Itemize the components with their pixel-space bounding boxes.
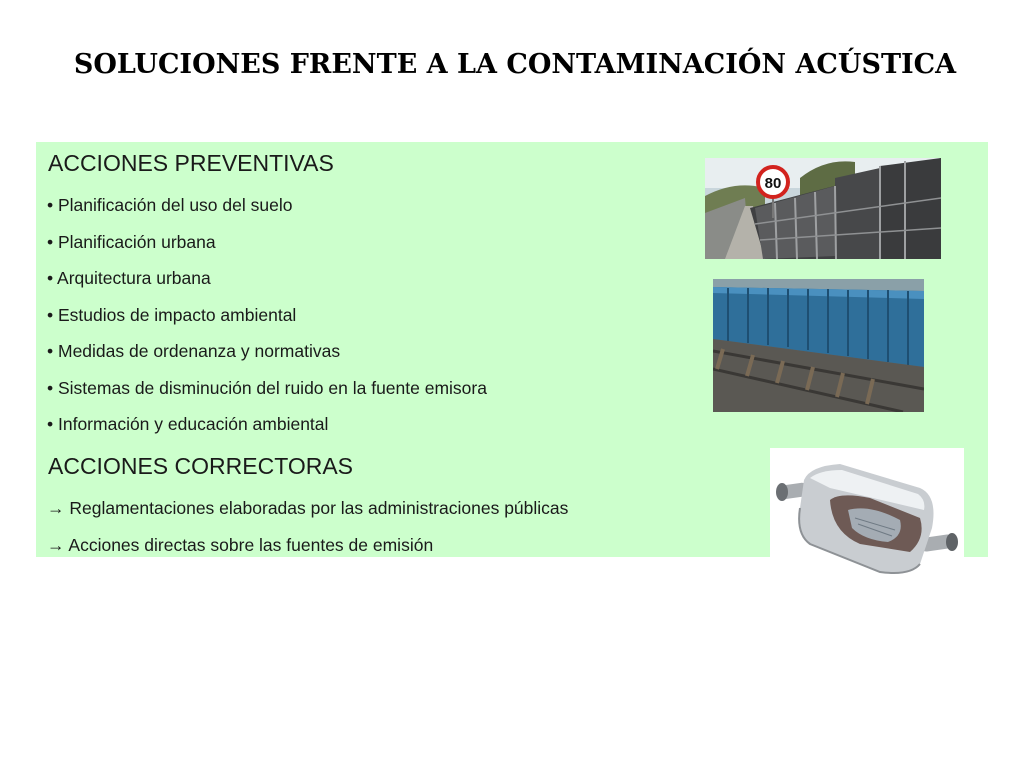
car-muffler-photo xyxy=(770,448,964,590)
highway-noise-barrier-photo xyxy=(705,158,941,259)
preventive-item-1: • Planificación del uso del suelo xyxy=(47,195,293,215)
preventive-item-4: • Estudios de impacto ambiental xyxy=(47,305,297,325)
preventive-heading: ACCIONES PREVENTIVAS xyxy=(48,150,334,176)
preventive-item-3: • Arquitectura urbana xyxy=(47,268,211,288)
speed-sign-label: 80 xyxy=(764,175,782,192)
railway-noise-barrier-photo xyxy=(713,279,924,412)
preventive-item-7: • Información y educación ambiental xyxy=(47,414,329,434)
preventive-item-2: • Planificación urbana xyxy=(47,232,216,252)
corrective-heading: ACCIONES CORRECTORAS xyxy=(48,453,354,479)
corrective-item-1: → Reglamentaciones elaboradas por las administraciones públicas xyxy=(47,498,569,518)
corrective-item-2: → Acciones directas sobre las fuentes de emisión xyxy=(47,535,434,555)
slide-title: SOLUCIONES FRENTE A LA CONTAMINACIÓN ACÚSTICA xyxy=(73,49,957,80)
preventive-item-5: • Medidas de ordenanza y normativas xyxy=(47,341,341,361)
preventive-item-6: • Sistemas de disminución del ruido en la fuente emisora xyxy=(47,378,487,398)
